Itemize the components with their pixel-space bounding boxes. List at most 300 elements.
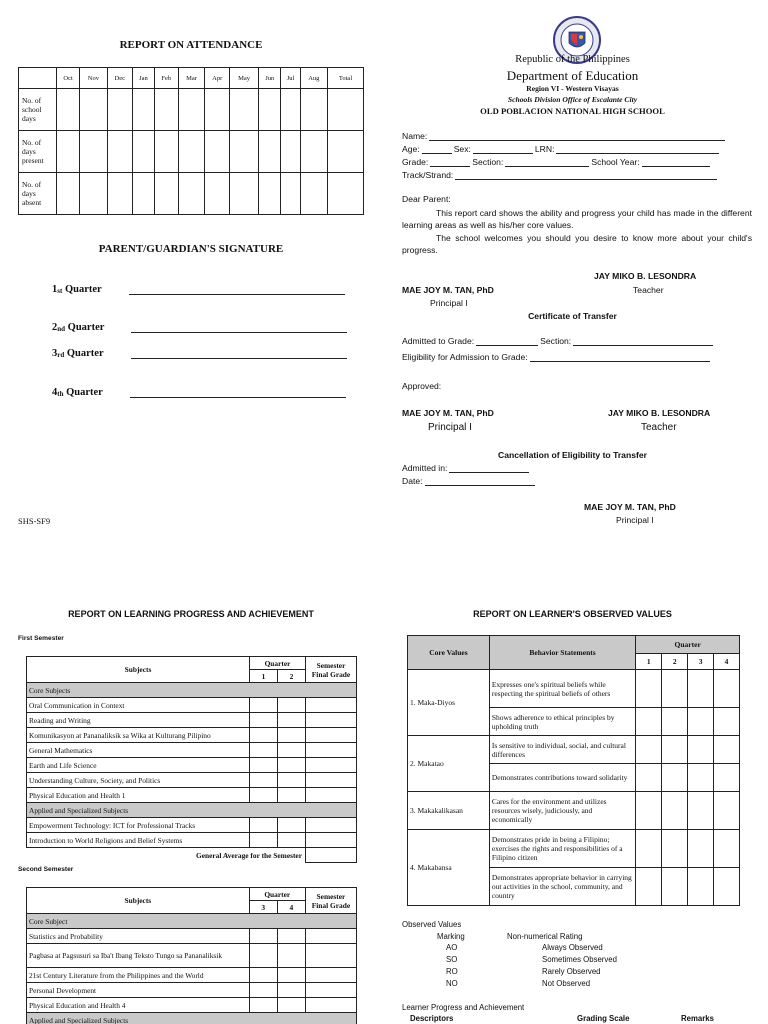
attendance-cell[interactable] [133, 173, 155, 215]
rating-cell[interactable] [714, 792, 740, 830]
grade-cell[interactable] [249, 944, 277, 968]
sex-input[interactable] [473, 146, 533, 154]
republic-text: Republic of the Philippines [515, 54, 630, 65]
final-grade-cell[interactable] [306, 713, 357, 728]
attendance-cell[interactable] [154, 173, 178, 215]
behavior-statement: Expresses one's spiritual beliefs while respecting the spiritual beliefs of others [489, 670, 636, 708]
quarter-suffix: nd [57, 325, 66, 333]
quarter-suffix: rd [57, 351, 65, 359]
values-quarter-number: 4 [714, 654, 740, 670]
school-year-label: School Year: [591, 157, 640, 167]
attendance-cell[interactable] [154, 131, 178, 173]
quarter-header: Quarter [250, 657, 306, 670]
admitted-in-row [402, 463, 531, 473]
rating-cell[interactable] [636, 764, 662, 792]
attendance-cell[interactable] [300, 89, 327, 131]
rating-cell[interactable] [714, 868, 740, 906]
table-row [27, 773, 357, 788]
values-quarter-number: 3 [688, 654, 714, 670]
attendance-cell[interactable] [328, 131, 364, 173]
attendance-cell[interactable] [178, 173, 204, 215]
behavior-statement: Demonstrates pride in being a Filipino; exercises the rights and responsibilities of a Filipino citizen [489, 830, 636, 868]
behavior-statement: Demonstrates contributions toward solidarity [489, 764, 636, 792]
signature-title: PARENT/GUARDIAN'S SIGNATURE [98, 243, 284, 255]
rating-cell[interactable] [688, 736, 714, 764]
quarter-signature-row [52, 322, 347, 333]
grade-cell[interactable] [278, 818, 306, 833]
observed-values-table [407, 635, 740, 906]
attendance-cell[interactable] [300, 131, 327, 173]
month-header: May [230, 68, 259, 89]
attendance-row [19, 89, 364, 131]
progress-title: Learner Progress and Achievement [402, 1003, 525, 1012]
grade-section-sy-row [402, 157, 712, 167]
marking-desc: Rarely Observed [542, 967, 601, 976]
rating-cell[interactable] [714, 736, 740, 764]
values-quarter-number: 2 [662, 654, 688, 670]
attendance-cell[interactable] [230, 89, 259, 131]
rating-cell[interactable] [636, 792, 662, 830]
subject-name: Physical Education and Health 1 [27, 788, 250, 803]
behavior-statement: Shows adherence to ethical principles by upholding truth [489, 708, 636, 736]
rating-cell[interactable] [662, 868, 688, 906]
final-grade-cell[interactable] [305, 998, 356, 1013]
principal-name: MAE JOY M. TAN, PhD [402, 408, 494, 418]
table-row [27, 788, 357, 803]
month-header: Jan [133, 68, 155, 89]
attendance-cell[interactable] [300, 173, 327, 215]
first-semester-label: First Semester [18, 635, 64, 642]
section-input[interactable] [505, 159, 589, 167]
section-row [27, 914, 357, 929]
grading-scale-header: Grading Scale [577, 1014, 630, 1023]
principal-title: Principal I [616, 515, 654, 525]
rating-cell[interactable] [662, 792, 688, 830]
month-header: Jul [281, 68, 300, 89]
age-sex-lrn-row [402, 144, 721, 154]
quarter-number: 3 [249, 901, 277, 914]
subject-name: Personal Development [27, 983, 250, 998]
grade-cell[interactable] [277, 968, 305, 983]
attendance-cell[interactable] [80, 131, 107, 173]
table-row [27, 968, 357, 983]
section-label: Core Subjects [27, 683, 357, 698]
second-semester-label: Second Semester [18, 866, 74, 873]
marking-header: Marking [437, 932, 465, 941]
final-grade-cell[interactable] [306, 773, 357, 788]
rating-cell[interactable] [636, 830, 662, 868]
section-row [27, 803, 357, 818]
quarter-label: Quarter [66, 348, 104, 359]
behavior-header: Behavior Statements [489, 636, 636, 670]
attendance-cell[interactable] [57, 131, 80, 173]
eligibility-input[interactable] [530, 354, 710, 362]
dept-text: Department of Education [506, 68, 639, 83]
behavior-statement: Demonstrates appropriate behavior in carrying out activities in the school, community, and country [489, 868, 636, 906]
grade-cell[interactable] [249, 983, 277, 998]
attendance-cell[interactable] [178, 131, 204, 173]
marking-code: SO [446, 955, 458, 964]
signature-line[interactable] [131, 323, 347, 333]
principal-name: MAE JOY M. TAN, PhD [402, 285, 494, 295]
table-row [27, 698, 357, 713]
table-row [27, 983, 357, 998]
transfer-title: Certificate of Transfer [528, 311, 617, 321]
grade-cell[interactable] [250, 788, 278, 803]
grade-cell[interactable] [277, 998, 305, 1013]
quarter-label: Quarter [67, 322, 105, 333]
track-input[interactable] [455, 172, 717, 180]
grade-cell[interactable] [278, 743, 306, 758]
quarter-suffix: th [57, 390, 64, 398]
subject-name: Oral Communication in Context [27, 698, 250, 713]
table-row [27, 944, 357, 968]
behavior-statement: Cares for the environment and utilizes resources wisely, judiciously, and economically [489, 792, 636, 830]
track-label: Track/Strand: [402, 170, 454, 180]
core-value-name: 1. Maka-Diyos [408, 670, 490, 736]
grade-cell[interactable] [250, 758, 278, 773]
attendance-cell[interactable] [205, 89, 230, 131]
eligibility-label: Eligibility for Admission to Grade: [402, 352, 528, 362]
general-average-cell[interactable] [306, 848, 357, 863]
date-label: Date: [402, 476, 423, 486]
rating-cell[interactable] [636, 868, 662, 906]
remarks-header: Remarks [681, 1014, 714, 1023]
attendance-cell[interactable] [80, 89, 107, 131]
teacher-title: Teacher [641, 422, 677, 433]
division-text: Schools Division Office of Escalante City [507, 95, 638, 104]
quarter-number: 1 [250, 670, 278, 683]
attendance-cell[interactable] [57, 89, 80, 131]
region-text: Region VI - Western Visayas [526, 84, 619, 93]
grade-label: Grade: [402, 157, 429, 167]
month-header: Mar [178, 68, 204, 89]
grade-cell[interactable] [278, 773, 306, 788]
table-row [27, 833, 357, 848]
final-grade-cell[interactable] [305, 944, 356, 968]
attendance-row-label: No. of school days [19, 89, 57, 131]
section-row [27, 1013, 357, 1024]
attendance-row-label: No. of days present [19, 131, 57, 173]
sex-label: Sex: [453, 144, 471, 154]
grade-cell[interactable] [249, 968, 277, 983]
quarter-number: 2 [52, 322, 58, 333]
rating-cell[interactable] [688, 868, 714, 906]
marking-desc: Sometimes Observed [542, 955, 617, 964]
month-header: Aug [300, 68, 327, 89]
table-row [27, 743, 357, 758]
final-grade-cell[interactable] [305, 968, 356, 983]
learning-title: REPORT ON LEARNING PROGRESS AND ACHIEVEMENT [68, 609, 314, 619]
attendance-cell[interactable] [178, 89, 204, 131]
subject-name: Introduction to World Religions and Belief Systems [27, 833, 250, 848]
principal-name: MAE JOY M. TAN, PhD [584, 502, 676, 512]
values-row [408, 792, 740, 830]
transfer-section-label: Section: [540, 336, 572, 346]
values-row [408, 830, 740, 868]
final-grade-cell[interactable] [305, 929, 356, 944]
signature-line[interactable] [131, 349, 347, 359]
grade-cell[interactable] [278, 788, 306, 803]
subject-name: 21st Century Literature from the Philippines and the World [27, 968, 250, 983]
core-value-name: 4. Makabansa [408, 830, 490, 906]
attendance-cell[interactable] [328, 89, 364, 131]
marking-desc: Not Observed [542, 979, 591, 988]
subject-name: Earth and Life Science [27, 758, 250, 773]
section-label: Section: [472, 157, 504, 167]
attendance-cell[interactable] [281, 173, 300, 215]
values-quarter-number: 1 [636, 654, 662, 670]
rating-cell[interactable] [662, 708, 688, 736]
grade-cell[interactable] [250, 743, 278, 758]
values-title: REPORT ON LEARNER'S OBSERVED VALUES [473, 609, 672, 619]
attendance-row [19, 131, 364, 173]
lrn-label: LRN: [534, 144, 555, 154]
final-grade-cell[interactable] [306, 788, 357, 803]
section-label: Applied and Specialized Subjects [27, 803, 357, 818]
table-row [27, 728, 357, 743]
attendance-table [18, 67, 364, 215]
salutation: Dear Parent: [402, 194, 451, 204]
principal-title: Principal I [428, 422, 472, 433]
school-name: OLD POBLACION NATIONAL HIGH SCHOOL [480, 106, 665, 116]
behavior-statement: Is sensitive to individual, social, and cultural differences [489, 736, 636, 764]
quarter-number: 2 [278, 670, 306, 683]
final-grade-cell[interactable] [306, 743, 357, 758]
grade-cell[interactable] [277, 929, 305, 944]
quarter-suffix: st [57, 287, 63, 295]
name-label: Name: [402, 131, 428, 141]
subject-name: Understanding Culture, Society, and Politics [27, 773, 250, 788]
grade-cell[interactable] [278, 758, 306, 773]
attendance-cell[interactable] [230, 131, 259, 173]
quarter-signature-row [52, 284, 345, 295]
teacher-title: Teacher [633, 285, 664, 295]
lrn-input[interactable] [556, 146, 719, 154]
table-row [27, 998, 357, 1013]
attendance-cell[interactable] [205, 173, 230, 215]
grade-cell[interactable] [249, 929, 277, 944]
rating-cell[interactable] [714, 708, 740, 736]
name-input[interactable] [429, 133, 725, 141]
average-row [27, 848, 357, 863]
rating-cell[interactable] [688, 670, 714, 708]
grade-cell[interactable] [278, 833, 306, 848]
grade-cell[interactable] [277, 983, 305, 998]
first-semester-table [26, 656, 357, 863]
form-code: SHS-SF9 [18, 516, 51, 526]
month-header: Dec [107, 68, 133, 89]
marking-code: RO [446, 967, 458, 976]
table-header-row [27, 888, 357, 901]
grade-cell[interactable] [250, 818, 278, 833]
general-average-label: General Average for the Semester [195, 850, 302, 860]
attendance-cell[interactable] [80, 173, 107, 215]
signature-line[interactable] [130, 388, 346, 398]
rating-cell[interactable] [714, 670, 740, 708]
section-label: Core Subject [27, 914, 357, 929]
subject-name: Pagbasa at Pagsusuri sa Iba't Ibang Teksto Tungo sa Pananaliksik [27, 944, 250, 968]
final-grade-cell[interactable] [306, 818, 357, 833]
table-header-row [27, 657, 357, 670]
grade-cell[interactable] [250, 728, 278, 743]
month-header: Jun [259, 68, 281, 89]
values-row [408, 670, 740, 708]
subject-name: Empowerment Technology: ICT for Professional Tracks [27, 818, 250, 833]
attendance-cell[interactable] [57, 173, 80, 215]
observed-values-title: Observed Values [402, 920, 462, 929]
second-semester-table [26, 887, 357, 1024]
rating-cell[interactable] [662, 830, 688, 868]
age-label: Age: [402, 144, 420, 154]
attendance-title: REPORT ON ATTENDANCE [119, 39, 263, 51]
attendance-cell[interactable] [281, 131, 300, 173]
subject-name: Komunikasyon at Pananaliksik sa Wika at Kulturang Pilipino [27, 728, 250, 743]
table-row [27, 818, 357, 833]
attendance-cell[interactable] [205, 131, 230, 173]
eligibility-row [402, 352, 712, 362]
core-value-name: 3. Makakalikasan [408, 792, 490, 830]
attendance-cell[interactable] [107, 89, 133, 131]
attendance-cell[interactable] [107, 131, 133, 173]
quarter-label: Quarter [66, 387, 103, 398]
grade-cell[interactable] [278, 698, 306, 713]
values-header-row [408, 636, 740, 654]
name-field [402, 131, 727, 141]
age-input[interactable] [422, 146, 452, 154]
approved-label: Approved: [402, 381, 442, 391]
values-row [408, 736, 740, 764]
school-year-input[interactable] [642, 159, 710, 167]
month-header: Apr [205, 68, 230, 89]
table-row [27, 713, 357, 728]
final-grade-cell[interactable] [306, 758, 357, 773]
attendance-cell[interactable] [259, 131, 281, 173]
teacher-name: JAY MIKO B. LESONDRA [594, 271, 697, 281]
grade-cell[interactable] [249, 998, 277, 1013]
quarter-number: 4 [52, 387, 58, 398]
admitted-grade-input[interactable] [476, 338, 538, 346]
attendance-cell[interactable] [154, 89, 178, 131]
final-grade-header: Semester Final Grade [305, 888, 356, 914]
rating-cell[interactable] [662, 736, 688, 764]
subject-name: Physical Education and Health 4 [27, 998, 250, 1013]
grade-cell[interactable] [250, 773, 278, 788]
subjects-header: Subjects [27, 888, 250, 914]
grade-cell[interactable] [250, 713, 278, 728]
final-grade-cell[interactable] [306, 698, 357, 713]
final-grade-cell[interactable] [305, 983, 356, 998]
grade-input[interactable] [430, 159, 470, 167]
subjects-header: Subjects [27, 657, 250, 683]
grade-cell[interactable] [277, 944, 305, 968]
attendance-cell[interactable] [107, 173, 133, 215]
attendance-cell[interactable] [133, 89, 155, 131]
attendance-header-row [19, 68, 364, 89]
rating-cell[interactable] [636, 736, 662, 764]
transfer-section-input[interactable] [573, 338, 713, 346]
core-value-name: 2. Makatao [408, 736, 490, 792]
month-header: Feb [154, 68, 178, 89]
rating-cell[interactable] [688, 830, 714, 868]
attendance-cell[interactable] [328, 173, 364, 215]
attendance-cell[interactable] [230, 173, 259, 215]
attendance-cell[interactable] [259, 173, 281, 215]
admitted-grade-label: Admitted to Grade: [402, 336, 475, 346]
attendance-row [19, 173, 364, 215]
attendance-cell[interactable] [133, 131, 155, 173]
rating-cell[interactable] [714, 764, 740, 792]
letter-paragraph-2: The school welcomes you should you desire to know more about your child's progress. [402, 233, 752, 256]
teacher-name: JAY MIKO B. LESONDRA [608, 408, 711, 418]
marking-code: NO [446, 979, 458, 988]
final-grade-cell[interactable] [306, 728, 357, 743]
rating-cell[interactable] [688, 708, 714, 736]
values-quarter-header: Quarter [636, 636, 740, 654]
final-grade-cell[interactable] [306, 833, 357, 848]
month-header: Nov [80, 68, 107, 89]
date-row [402, 476, 537, 486]
quarter-header: Quarter [249, 888, 305, 901]
quarter-label: Quarter [64, 284, 102, 295]
total-header: Total [328, 68, 364, 89]
marking-desc: Always Observed [542, 943, 603, 952]
signature-line[interactable] [129, 285, 345, 295]
final-grade-header: Semester Final Grade [306, 657, 357, 683]
attendance-cell[interactable] [281, 89, 300, 131]
quarter-signature-row [52, 348, 347, 359]
section-label: Applied and Specialized Subjects [27, 1013, 357, 1024]
quarter-number: 4 [277, 901, 305, 914]
admitted-in-input[interactable] [449, 465, 529, 473]
quarter-signature-row [52, 387, 346, 398]
rating-cell[interactable] [636, 670, 662, 708]
marking-code: AO [446, 943, 458, 952]
month-header: Oct [57, 68, 80, 89]
attendance-cell[interactable] [259, 89, 281, 131]
quarter-number: 3 [52, 348, 58, 359]
admitted-in-label: Admitted in: [402, 463, 448, 473]
attendance-row-label: No. of days absent [19, 173, 57, 215]
admitted-grade-row [402, 336, 715, 346]
rating-cell[interactable] [662, 670, 688, 708]
grade-cell[interactable] [278, 728, 306, 743]
grade-cell[interactable] [250, 833, 278, 848]
subject-name: Reading and Writing [27, 713, 250, 728]
rating-header: Non-numerical Rating [507, 932, 583, 941]
subject-name: General Mathematics [27, 743, 250, 758]
subject-name: Statistics and Probability [27, 929, 250, 944]
core-values-header: Core Values [408, 636, 490, 670]
grade-cell[interactable] [250, 698, 278, 713]
date-input[interactable] [425, 478, 535, 486]
table-row [27, 758, 357, 773]
rating-cell[interactable] [714, 830, 740, 868]
rating-cell[interactable] [688, 764, 714, 792]
attendance-corner-cell [19, 68, 57, 89]
grade-cell[interactable] [278, 713, 306, 728]
quarter-number: 1 [52, 284, 58, 295]
rating-cell[interactable] [688, 792, 714, 830]
descriptors-header: Descriptors [410, 1014, 454, 1023]
track-field [402, 170, 719, 180]
rating-cell[interactable] [662, 764, 688, 792]
section-row [27, 683, 357, 698]
rating-cell[interactable] [636, 708, 662, 736]
cancellation-title: Cancellation of Eligibility to Transfer [498, 450, 647, 460]
principal-title: Principal I [430, 298, 468, 308]
table-row [27, 929, 357, 944]
